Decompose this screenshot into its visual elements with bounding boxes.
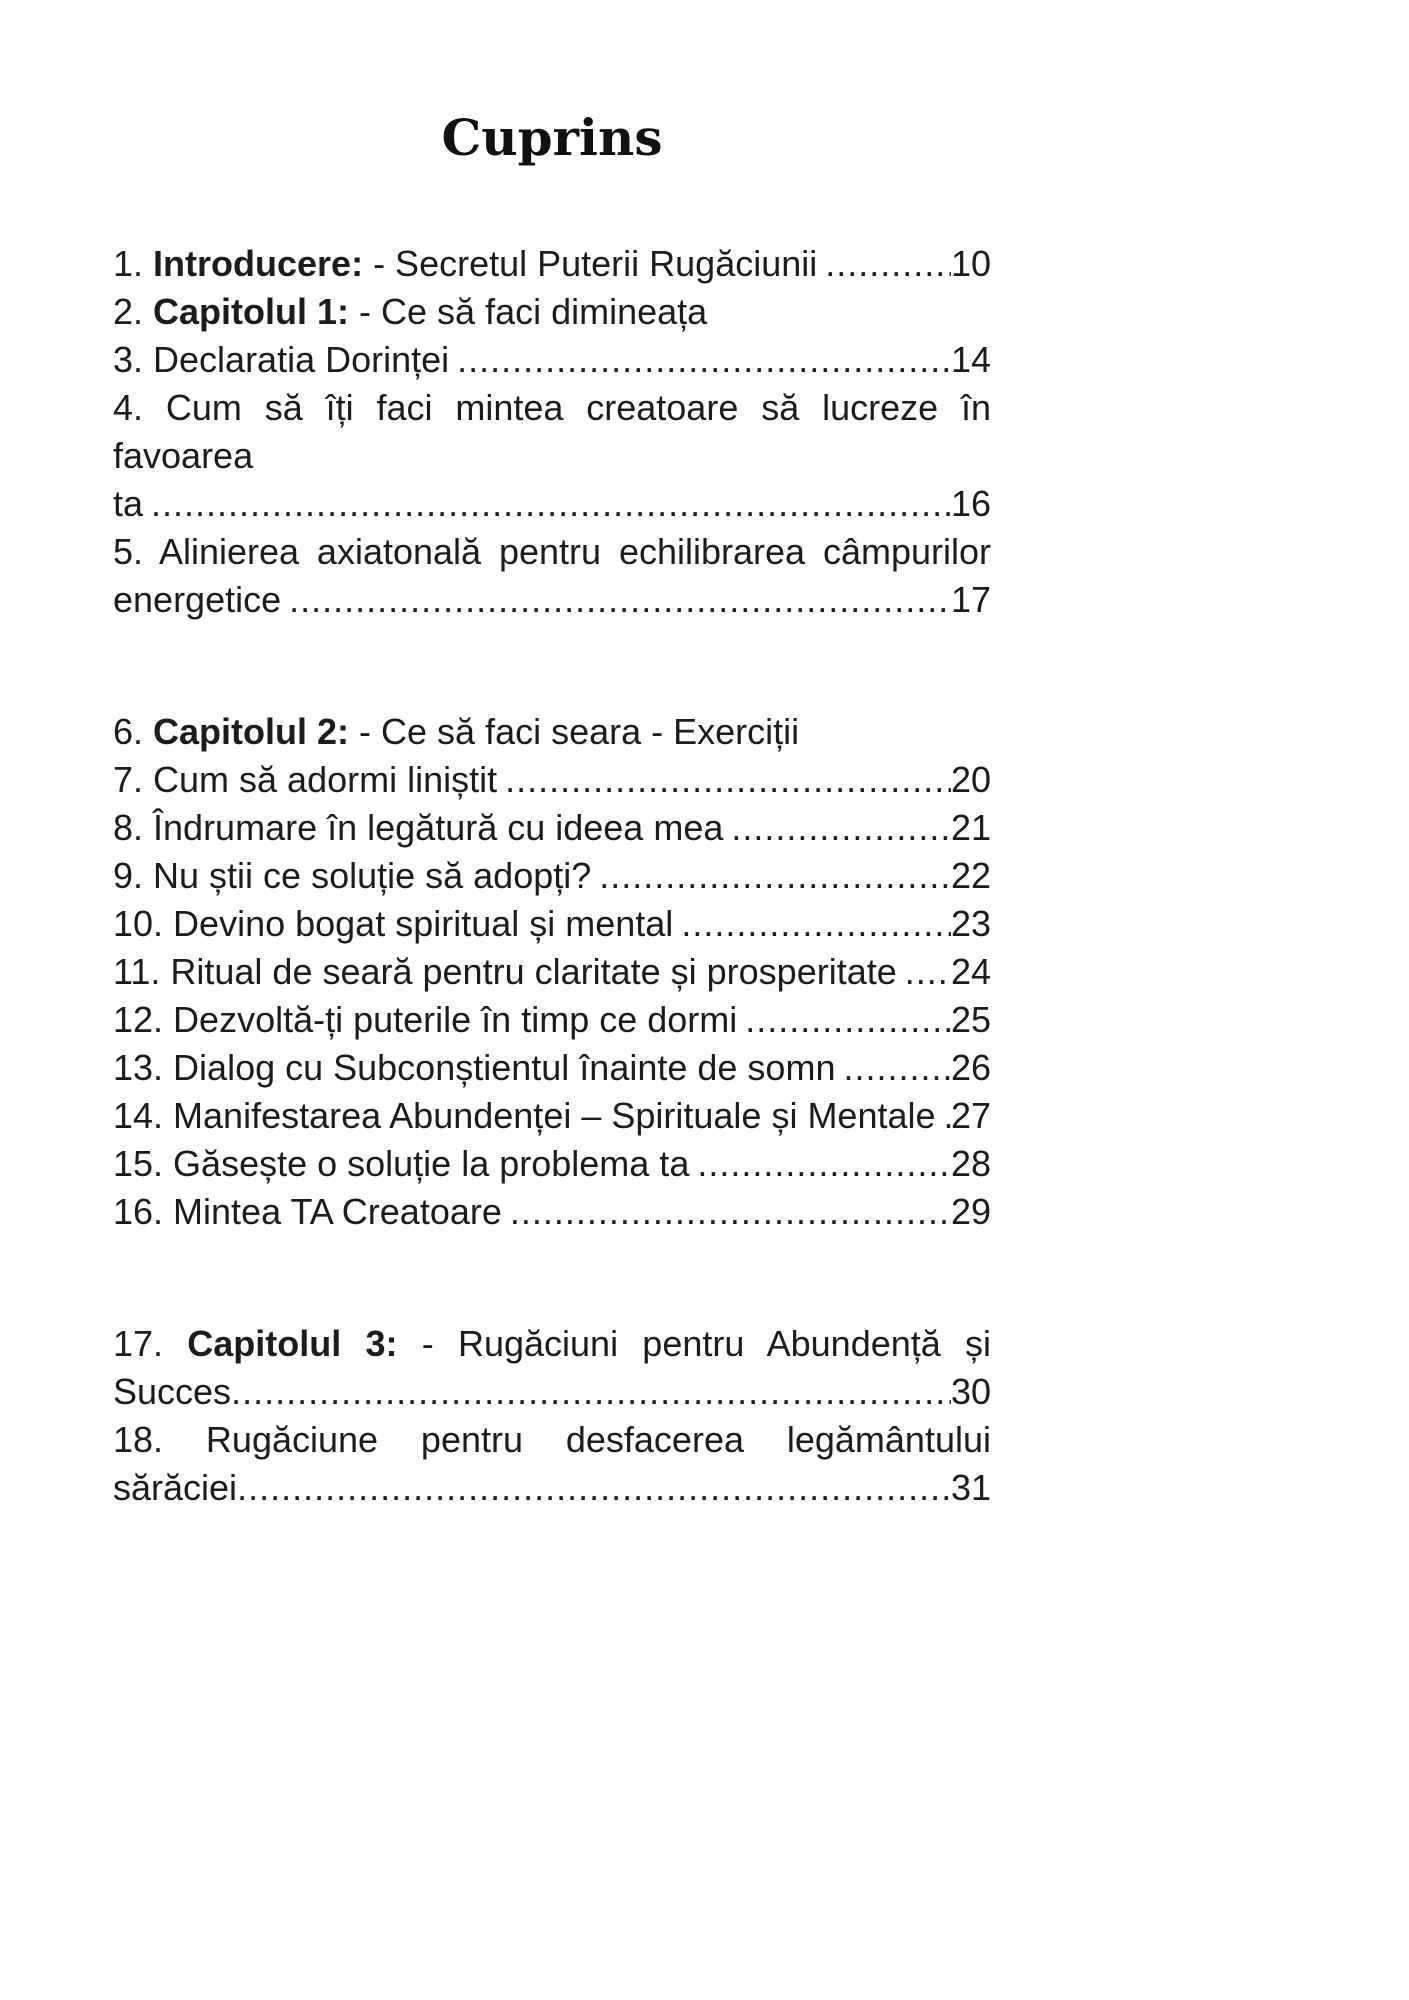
entry-text: 5. Alinierea axiatonală pentru echilibrarea câmpurilor [113, 531, 991, 572]
toc-section-chapter-1 [113, 240, 991, 624]
page-number: 10 [950, 243, 991, 284]
entry-text: 10. Devino bogat spiritual și mental [113, 903, 674, 944]
page-number: 27 [950, 1095, 991, 1136]
toc-entry-line [113, 852, 991, 900]
toc-entry-line [113, 1368, 991, 1416]
dot-leader [905, 948, 951, 996]
entry-text: 9. Nu știi ce soluție să adopți? [113, 855, 592, 896]
toc-entry-line [113, 1044, 991, 1092]
toc-entry-line [113, 1188, 991, 1236]
entry-text: 15. Găsește o soluție la problema ta [113, 1143, 690, 1184]
page-number: 21 [950, 807, 991, 848]
page-number: 16 [950, 483, 991, 524]
dot-leader [843, 1044, 950, 1092]
dot-leader [944, 1092, 951, 1140]
entry-text: Succes [113, 1371, 232, 1412]
toc-entry-line [113, 480, 991, 528]
dot-leader [151, 480, 951, 528]
toc-content [113, 0, 991, 1512]
page-number: 22 [950, 855, 991, 896]
entry-text: 12. Dezvoltă-ți puterile în timp ce dormi [113, 999, 738, 1040]
entry-text: 2. Capitolul 1: - Ce să faci dimineața [113, 291, 708, 332]
entry-text: sărăciei [113, 1467, 238, 1508]
dot-leader [510, 1188, 951, 1236]
page-number: 31 [950, 1467, 991, 1508]
toc-entry-line [113, 528, 991, 576]
entry-text: 6. Capitolul 2: - Ce să faci seara - Exerciții [113, 711, 800, 752]
dot-leader [599, 852, 951, 900]
dot-leader [505, 756, 951, 804]
toc-entry-line [113, 1416, 991, 1464]
page-number: 30 [950, 1371, 991, 1412]
page-number: 29 [950, 1191, 991, 1232]
toc-section-chapter-3 [113, 1320, 991, 1512]
page-title: Cuprins [441, 108, 663, 167]
toc-entry-line [113, 576, 991, 624]
entry-text: 16. Mintea TA Creatoare [113, 1191, 502, 1232]
toc-entry-line [113, 384, 991, 480]
toc-entry-line [113, 240, 991, 288]
toc-entry-line [113, 804, 991, 852]
page-number: 28 [950, 1143, 991, 1184]
toc-entry-line [113, 708, 991, 756]
entry-text: 11. Ritual de seară pentru claritate și prosperitate [113, 951, 897, 992]
toc-entry-line [113, 996, 991, 1044]
entry-text: ta [113, 483, 144, 524]
page-number: 24 [950, 951, 991, 992]
toc-entry-line [113, 1464, 991, 1512]
toc-entry-line [113, 336, 991, 384]
dot-leader [697, 1140, 951, 1188]
dot-leader [289, 576, 951, 624]
entry-text: 8. Îndrumare în legătură cu ideea mea [113, 807, 724, 848]
toc-entry-line [113, 1092, 991, 1140]
page-number: 17 [950, 579, 991, 620]
entry-text: 7. Cum să adormi liniștit [113, 759, 498, 800]
page-number: 26 [950, 1047, 991, 1088]
toc-entry-line [113, 900, 991, 948]
dot-leader [745, 996, 951, 1044]
entry-text: 1. Introducere: - Secretul Puterii Rugăciunii [113, 243, 818, 284]
toc-section-chapter-2 [113, 708, 991, 1236]
entry-text: 3. Declaratia Dorinței [113, 339, 450, 380]
toc-entry-line [113, 288, 991, 336]
page-number: 14 [950, 339, 991, 380]
dot-leader [237, 1464, 951, 1512]
dot-leader [681, 900, 951, 948]
dot-leader [825, 240, 951, 288]
page-number: 25 [950, 999, 991, 1040]
entry-text: 4. Cum să îți faci mintea creatoare să lucreze în favoarea [113, 387, 991, 476]
toc-entry-line [113, 1140, 991, 1188]
toc-entry-line [113, 948, 991, 996]
entry-text: 13. Dialog cu Subconștientul înainte de somn [113, 1047, 836, 1088]
page-number: 23 [950, 903, 991, 944]
dot-leader [231, 1368, 951, 1416]
dot-leader [731, 804, 951, 852]
entry-text: 18. Rugăciune pentru desfacerea legământului [113, 1419, 991, 1460]
page-number: 20 [950, 759, 991, 800]
toc-entry-line [113, 1320, 991, 1368]
entry-text: 14. Manifestarea Abundenței – Spirituale și Mentale [113, 1095, 936, 1136]
entry-text: 17. Capitolul 3: - Rugăciuni pentru Abundență și [113, 1323, 992, 1364]
dot-leader [457, 336, 951, 384]
toc-entry-line [113, 756, 991, 804]
entry-text: energetice [113, 579, 282, 620]
